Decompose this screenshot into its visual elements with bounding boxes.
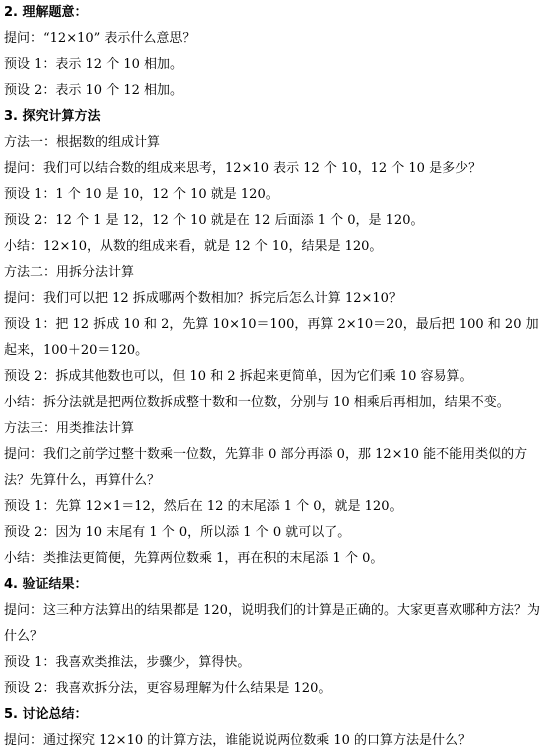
preset-line: 预设 2：12 个 1 是 12，12 个 10 就是在 12 后面添 1 个 0，是 120。 (4, 213, 424, 228)
question-line: 提问：我们可以结合数的组成来思考，12×10 表示 12 个 10，12 个 10 是多少？ (4, 161, 482, 176)
question-line: 提问：通过探究 12×10 的计算方法，谁能说说两位数乘 10 的口算方法是什么？ (4, 733, 472, 748)
section-heading: 3. 探究计算方法 (4, 109, 101, 124)
preset-line: 预设 1：1 个 10 是 10，12 个 10 就是 120。 (4, 187, 279, 202)
section-heading: 5. 讨论总结： (4, 707, 88, 722)
question-line: 提问：这三种方法算出的结果都是 120，说明我们的计算是正确的。大家更喜欢哪种方法？为 (4, 603, 540, 618)
summary-line: 小结：拆分法就是把两位数拆成整十数和一位数，分别与 10 相乘后再相加，结果不变。 (4, 395, 510, 410)
preset-line: 预设 2：表示 10 个 12 相加。 (4, 83, 184, 98)
preset-line: 预设 1：我喜欢类推法，步骤少，算得快。 (4, 655, 251, 670)
method-title: 方法一：根据数的组成计算 (4, 135, 161, 150)
preset-line: 预设 2：拆成其他数也可以，但 10 和 2 拆起来更简单，因为它们乘 10 容易算。 (4, 369, 473, 384)
method-title: 方法三：用类推法计算 (4, 421, 135, 436)
section-heading: 4. 验证结果： (4, 577, 88, 592)
question-line: 提问：我们之前学过整十数乘一位数，先算非 0 部分再添 0，那 12×10 能不能用类似的方 (4, 447, 528, 462)
preset-line: 预设 1：把 12 拆成 10 和 2，先算 10×10＝100，再算 2×10＝20，最后把 100 和 20 加 (4, 317, 539, 332)
summary-line: 小结：12×10，从数的组成来看，就是 12 个 10，结果是 120。 (4, 239, 383, 254)
question-line-continued: 什么？ (4, 629, 44, 644)
question-line-continued: 法？先算什么，再算什么？ (4, 473, 161, 488)
preset-line: 预设 1：表示 12 个 10 相加。 (4, 57, 184, 72)
preset-line-continued: 起来，100＋20＝120。 (4, 343, 149, 358)
summary-line: 小结：类推法更简便，先算两位数乘 1，再在积的末尾添 1 个 0。 (4, 551, 384, 566)
method-title: 方法二：用拆分法计算 (4, 265, 135, 280)
section-heading: 2. 理解题意： (4, 5, 88, 20)
preset-line: 预设 1：先算 12×1＝12，然后在 12 的末尾添 1 个 0，就是 120。 (4, 499, 403, 514)
preset-line: 预设 2：我喜欢拆分法，更容易理解为什么结果是 120。 (4, 681, 332, 696)
question-line: 提问：我们可以把 12 拆成哪两个数相加？拆完后怎么计算 12×10？ (4, 291, 402, 306)
preset-line: 预设 2：因为 10 末尾有 1 个 0，所以添 1 个 0 就可以了。 (4, 525, 351, 540)
document (4, 0, 556, 754)
question-line: 提问：“12×10” 表示什么意思？ (4, 31, 196, 46)
